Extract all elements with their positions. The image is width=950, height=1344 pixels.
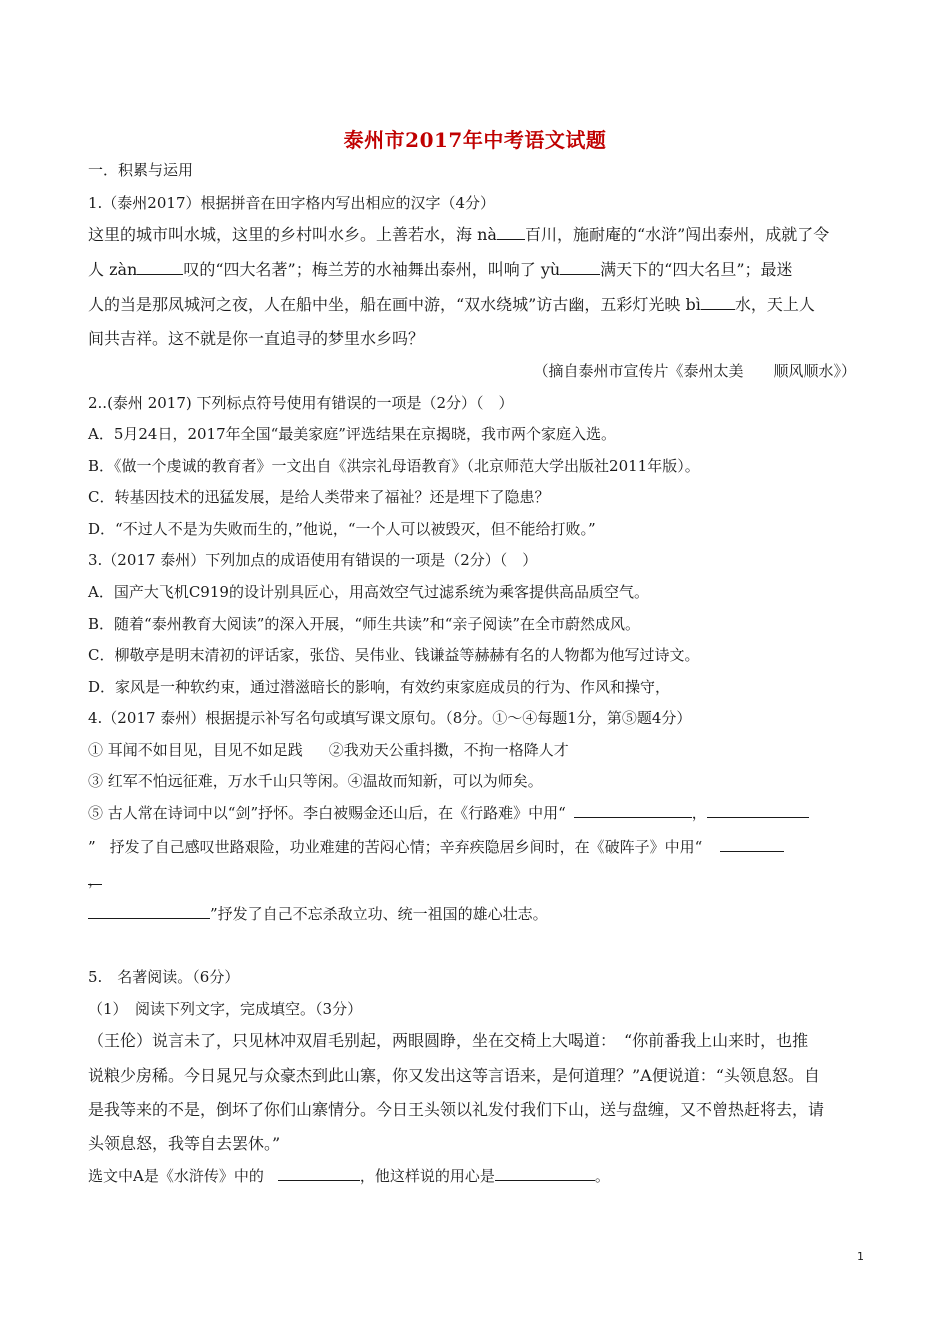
blank-intention[interactable] bbox=[495, 1166, 595, 1181]
blank-xinglunan-1[interactable] bbox=[574, 803, 692, 818]
q1-line-2: 人 zàn 叹的“四大名著”；梅兰芳的水袖舞出泰州，叫响了 yù 满天下的“四大名旦”；最迷 bbox=[88, 260, 793, 279]
q4-line-4: ” 抒发了自己感叹世路艰险，功业难建的苦闷心情；辛弃疾隐居乡间时，在《破阵子》中用“ bbox=[88, 837, 784, 857]
blank-xinglunan-2[interactable] bbox=[707, 803, 809, 818]
q2-option-c: C．转基因技术的迅猛发展，是给人类带来了福祉？还是埋下了隐患？ bbox=[88, 488, 550, 506]
q2-heading: 2..(泰州 2017) 下列标点符号使用有错误的一项是（2分）（ ） bbox=[88, 394, 514, 412]
blank-pozhenzi-1[interactable] bbox=[720, 837, 784, 852]
q1-heading: 1.（泰州2017）根据拼音在田字格内写出相应的汉字（4分） bbox=[88, 194, 496, 212]
q4-line-1: ① 耳闻不如目见，目见不如足践 ②我劝天公重抖擞，不拘一格降人才 bbox=[88, 741, 569, 759]
q1-line-3: 人的当是那凤城河之夜，人在船中坐，船在画中游，“双水绕城”访古幽，五彩灯光映 bì 水，天上人 bbox=[88, 295, 815, 314]
q2-option-a: A．5月24日，2017年全国“最美家庭”评选结果在京揭晓，我市两个家庭入选。 bbox=[88, 425, 616, 443]
q4-line-3: ⑤ 古人常在诗词中以“剑”抒怀。李白被赐金还山后，在《行路难》中用“ ， bbox=[88, 803, 809, 823]
blank-yu[interactable] bbox=[560, 260, 600, 275]
q2-option-d: D．“不过人不是为失败而生的，”他说，“一个人可以被毁灭，但不能给打败。” bbox=[88, 520, 596, 538]
q4-line-2: ③ 红军不怕远征难，万水千山只等闲。④温故而知新，可以为师矣。 bbox=[88, 772, 543, 790]
q3-option-b: B．随着“泰州教育大阅读”的深入开展，“师生共读”和“亲子阅读”在全市蔚然成风。 bbox=[88, 615, 641, 633]
q3-option-c: C．柳敬亭是明末清初的评话家，张岱、吴伟业、钱谦益等赫赫有名的人物都为他写过诗文。 bbox=[88, 646, 700, 664]
q5-passage-2: 说粮少房稀。今日晁兄与众豪杰到此山寨，你又发出这等言语来，是何道理？”A便说道：“头领息怒。自 bbox=[88, 1066, 820, 1085]
q1-source: （摘自泰州市宣传片《泰州太美 顺风顺水》） bbox=[533, 362, 856, 380]
blank-na[interactable] bbox=[497, 225, 525, 240]
blank-zan[interactable] bbox=[137, 260, 183, 275]
document-title: 泰州市2017年中考语文试题 bbox=[343, 128, 607, 152]
q4-line-5 bbox=[88, 870, 102, 890]
blank-pozhenzi-2[interactable] bbox=[88, 904, 210, 919]
q4-heading: 4.（2017 泰州）根据提示补写名句或填写课文原句。（8分。①～④每题1分，第⑤题4分） bbox=[88, 709, 692, 727]
q5-fill-question: 选文中A是《水浒传》中的 ，他这样说的用心是 。 bbox=[88, 1167, 610, 1185]
q1-line-4: 间共吉祥。这不就是你一直追寻的梦里水乡吗？ bbox=[88, 329, 425, 348]
q2-option-b: B．《做一个虔诚的教育者》一文出自《洪宗礼母语教育》（北京师范大学出版社2011年版）。 bbox=[88, 457, 700, 475]
q3-option-a: A．国产大飞机C919的设计别具匠心，用高效空气过滤系统为乘客提供高品质空气。 bbox=[88, 583, 649, 601]
blank-character-a[interactable] bbox=[278, 1166, 360, 1181]
page-number: 1 bbox=[857, 1250, 864, 1263]
q1-line-1: 这里的城市叫水城，这里的乡村叫水乡。上善若水，海 nà 百川，施耐庵的“水浒”闯出泰州，成就了令 bbox=[88, 225, 830, 244]
q5-passage-3: 是我等来的不是，倒坏了你们山寨情分。今日王头领以礼发付我们下山，送与盘缠，又不曾热赶将去，请 bbox=[88, 1100, 825, 1119]
blank-pozhenzi-comma[interactable]: ， bbox=[88, 871, 104, 889]
section-heading: 一．积累与运用 bbox=[88, 161, 194, 179]
q3-option-d: D．家风是一种软约束，通过潜滋暗长的影响，有效约束家庭成员的行为、作风和操守， bbox=[88, 678, 671, 696]
q4-line-6: ”抒发了自己不忘杀敌立功、统一祖国的雄心壮志。 bbox=[88, 904, 548, 924]
q5-passage-4: 头领息怒，我等自去罢休。” bbox=[88, 1134, 281, 1153]
blank-bi[interactable] bbox=[701, 295, 735, 310]
q5-passage-1: （王伦）说言未了，只见林冲双眉毛别起，两眼圆睁，坐在交椅上大喝道： “你前番我上山来时，也推 bbox=[88, 1031, 809, 1050]
q3-heading: 3.（2017 泰州）下列加点的成语使用有错误的一项是（2分）（ ） bbox=[88, 551, 538, 569]
q5-heading: 5. 名著阅读。（6分） bbox=[88, 968, 240, 986]
q5-subquestion: （1） 阅读下列文字，完成填空。（3分） bbox=[88, 1000, 363, 1018]
